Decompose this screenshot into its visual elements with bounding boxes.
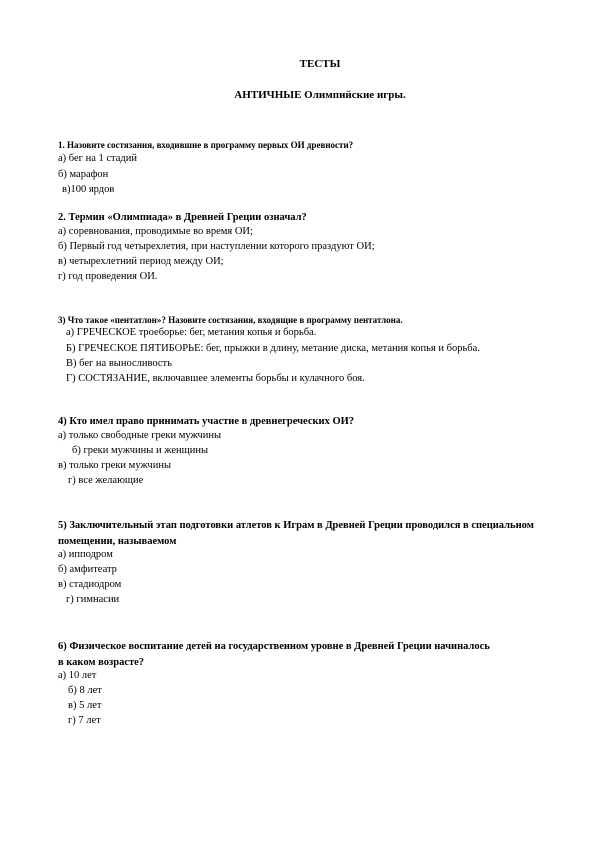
question-5-option-a: а) ипподром — [58, 549, 113, 560]
question-4-option-d: г) все желающие — [68, 475, 144, 486]
question-2-option-a: а) соревнования, проводимые во время ОИ; — [58, 226, 253, 237]
question-6-text: 6) Физическое воспитание детей на государственном уровне в Древней Греции начиналось в каком возрасте? — [58, 641, 490, 668]
page-subtitle: АНТИЧНЫЕ Олимпийские игры. — [234, 89, 406, 101]
question-2-option-d: г) год проведения ОИ. — [58, 271, 158, 282]
question-6-option-d: г) 7 лет — [68, 715, 101, 726]
question-2-text: 2. Термин «Олимпиада» в Древней Греции означал? — [58, 212, 307, 223]
question-4-option-a: а) только свободные греки мужчины — [58, 430, 222, 441]
question-6-option-b: б) 8 лет — [68, 685, 102, 696]
question-5-option-c: в) стадиодром — [58, 579, 122, 590]
question-2-option-c: в) четырехлетний период между ОИ; — [58, 256, 224, 267]
question-1-option-c: в)100 ярдов — [62, 184, 115, 195]
question-3-text: 3) Что такое «пентатлон»? Назовите состязания, входящие в программу пентатлона. — [58, 315, 403, 325]
question-5-text: 5) Заключительный этап подготовки атлетов к Играм в Древней Греции проводился в специальном помещении, называемом — [58, 520, 534, 547]
question-4-text: 4) Кто имел право принимать участие в древнегреческих ОИ? — [58, 416, 355, 427]
question-1-text: 1. Назовите состязания, входившие в программу первых ОИ древности? — [58, 140, 354, 150]
question-3-option-a: а) ГРЕЧЕСКОЕ троеборье: бег, метания копья и борьба. — [66, 327, 317, 338]
question-5-option-d: г) гимнасии — [66, 594, 120, 605]
question-3-option-c: В) бег на выносливость — [66, 358, 172, 369]
question-1-option-b: б) марафон — [58, 169, 109, 180]
question-1-option-a: а) бег на 1 стадий — [58, 153, 137, 164]
question-3-option-b: Б) ГРЕЧЕСКОЕ ПЯТИБОРЬЕ: бег, прыжки в длину, метание диска, метания копья и борьба. — [66, 343, 480, 354]
question-4-option-c: в) только греки мужчины — [58, 460, 171, 471]
question-5-option-b: б) амфитеатр — [58, 564, 117, 575]
question-6-option-c: в) 5 лет — [68, 700, 102, 711]
page-title: ТЕСТЫ — [299, 58, 341, 70]
question-4-option-b: б) греки мужчины и женщины — [72, 445, 208, 456]
question-2-option-b: б) Первый год четырехлетия, при наступлении которого праздуют ОИ; — [58, 241, 375, 252]
question-3-option-d: Г) СОСТЯЗАНИЕ, включавшее элементы борьбы и кулачного боя. — [66, 373, 365, 384]
question-6-option-a: а) 10 лет — [58, 670, 97, 681]
